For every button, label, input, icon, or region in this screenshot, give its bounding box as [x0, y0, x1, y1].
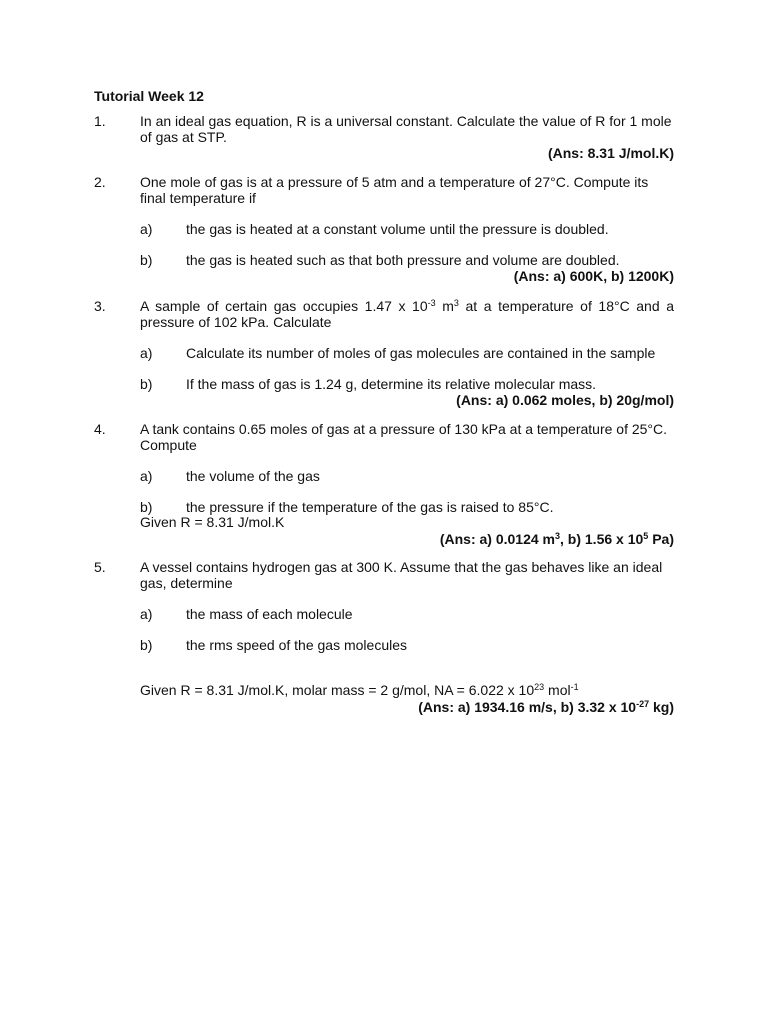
question-text: One mole of gas is at a pressure of 5 atm and a temperature of 27°C. Compute its final temperature if [140, 174, 649, 206]
text-part: (Ans: a) 0.0124 m [439, 530, 555, 547]
question-4 [94, 422, 674, 547]
superscript: 23 [534, 682, 545, 692]
sub-text: the mass of each molecule [186, 606, 353, 622]
sub-text: the rms speed of the gas molecules [186, 636, 408, 653]
text-part: (Ans: a) 1934.16 m/s, b) 3.32 x 10 [418, 698, 637, 715]
text-part: at a temperature of 18°C and a pressure of 102 kPa. Calculate [140, 298, 674, 330]
page-title: Tutorial Week 12 [94, 88, 204, 104]
sub-label: b) [140, 636, 153, 653]
superscript: -27 [636, 698, 650, 709]
answer: (Ans: a) 600K, b) 1200K) [513, 268, 674, 284]
answer: (Ans: a) 0.062 moles, b) 20g/mol) [456, 392, 674, 408]
superscript: 5 [643, 530, 649, 541]
superscript: 3 [453, 298, 459, 308]
sub-label: b) [140, 375, 153, 392]
sub-label: a) [140, 606, 153, 622]
superscript: -3 [427, 298, 436, 308]
sub-text: the volume of the gas [186, 468, 320, 484]
question-2 [94, 175, 674, 284]
sub-label: a) [140, 468, 153, 484]
sub-question-a [140, 469, 674, 485]
text-part: , b) 1.56 x 10 [560, 530, 644, 547]
superscript: 3 [555, 530, 561, 541]
answer: (Ans: 8.31 J/mol.K) [547, 145, 674, 161]
sub-label: a) [140, 221, 153, 237]
sub-question-a [140, 346, 674, 362]
question-number: 4. [94, 421, 106, 437]
question-1 [94, 114, 674, 161]
question-text: A tank contains 0.65 moles of gas at a pressure of 130 kPa at a temperature of 25°C. Compute [140, 421, 668, 453]
sub-label: b) [140, 251, 153, 268]
sub-text: the gas is heated at a constant volume until the pressure is doubled. [186, 221, 609, 237]
sub-text: If the mass of gas is 1.24 g, determine its relative molecular mass. [186, 375, 597, 392]
text-part: mol [544, 682, 571, 698]
given-values: Given R = 8.31 J/mol.K [140, 514, 285, 530]
question-number: 1. [94, 113, 106, 129]
answer [94, 699, 674, 715]
question-5 [94, 560, 674, 715]
sub-text: the gas is heated such as that both pressure and volume are doubled. [186, 251, 620, 268]
question-3 [94, 299, 674, 408]
given-values [140, 683, 674, 699]
text-part: kg) [649, 698, 674, 715]
sub-text: the pressure if the temperature of the gas is raised to 85°C. [186, 498, 554, 515]
sub-question-b [140, 638, 674, 654]
question-text: In an ideal gas equation, R is a universal constant. Calculate the value of R for 1 mole of gas at STP. [140, 113, 672, 145]
sub-question-a [140, 607, 674, 623]
text-part: m [435, 298, 454, 314]
sub-question-b [140, 377, 674, 393]
question-number: 5. [94, 559, 106, 575]
text-part: Pa) [648, 530, 674, 547]
superscript: -1 [570, 682, 579, 692]
question-text: A vessel contains hydrogen gas at 300 K. Assume that the gas behaves like an ideal gas, determine [140, 559, 663, 591]
sub-label: b) [140, 498, 153, 515]
question-text [140, 299, 674, 330]
text-part: A sample of certain gas occupies 1.47 x 10 [140, 298, 428, 314]
question-number: 2. [94, 174, 106, 190]
sub-question-b [140, 253, 674, 269]
sub-text: Calculate its number of moles of gas molecules are contained in the sample [186, 345, 656, 361]
text-part: Given R = 8.31 J/mol.K, molar mass = 2 g/mol, NA = 6.022 x 10 [140, 682, 535, 698]
sub-question-a [140, 222, 674, 238]
answer [94, 531, 674, 547]
sub-label: a) [140, 345, 153, 361]
sub-question-b [140, 500, 674, 516]
question-number: 3. [94, 298, 106, 314]
